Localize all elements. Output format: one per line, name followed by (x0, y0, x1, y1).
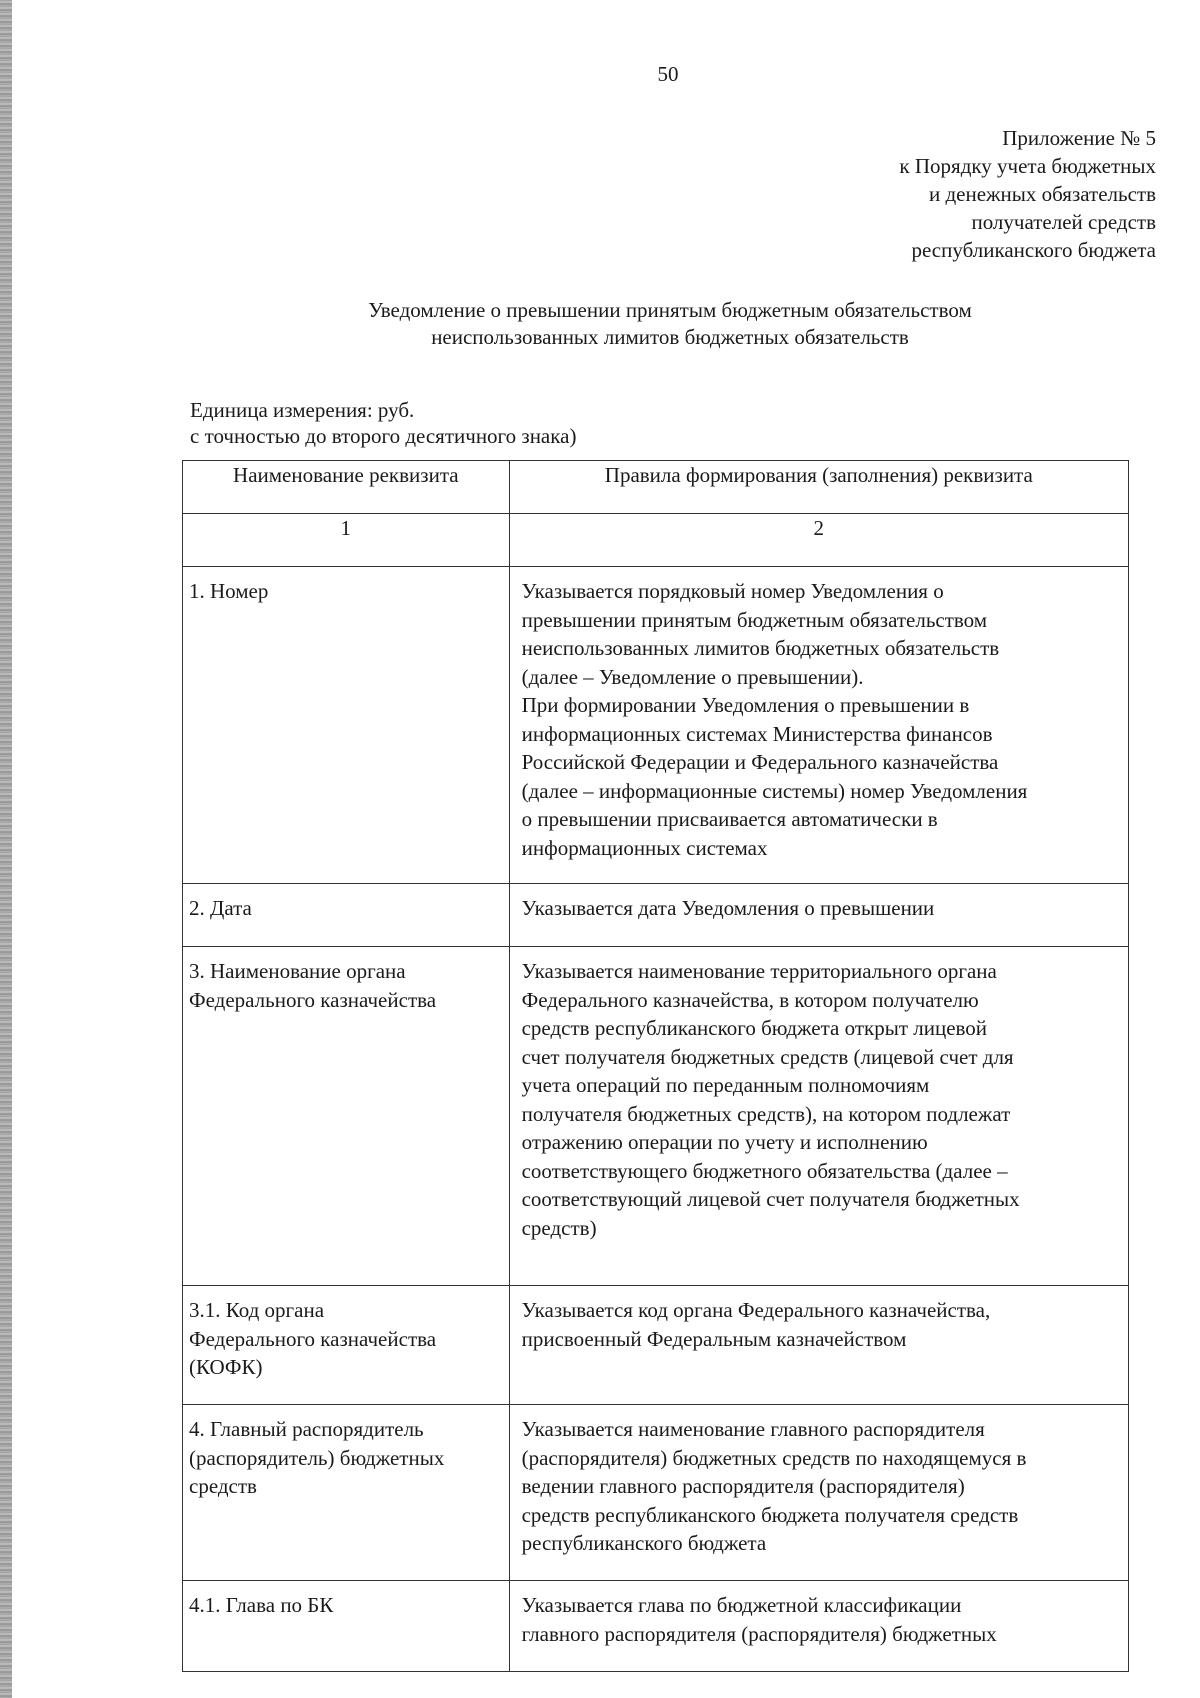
unit-line: с точностью до второго десятичного знака) (190, 424, 577, 448)
column-number: 1 (183, 514, 510, 567)
rule-text: (распорядителя) бюджетных средств по находящемуся в (521, 1445, 1027, 1470)
requisite-name-cell (183, 1405, 510, 1581)
rule-text: главного распорядителя (распорядителя) бюджетных (521, 1621, 997, 1646)
rule-text: счет получателя бюджетных средств (лицевой счет для (521, 1044, 1014, 1069)
table-row (183, 567, 1129, 884)
requisite-name-cell (183, 1286, 510, 1405)
requisite-name: средств (189, 1474, 257, 1498)
rule-text: Указывается код органа Федерального казначейства, (521, 1298, 991, 1322)
requisite-name: Федерального казначейства (189, 1326, 437, 1351)
rule-text: соответствующий лицевой счет получателя бюджетных (521, 1187, 1020, 1211)
appendix-line: получателей средств (971, 210, 1156, 234)
requisite-name: 3.1. Код органа (189, 1298, 325, 1322)
rule-text: Указывается порядковый номер Уведомления о (521, 579, 944, 603)
rule-text: Федерального казначейства, в котором получателю (521, 987, 979, 1012)
rule-text: (далее – Уведомление о превышении). (521, 664, 864, 689)
rule-text: неиспользованных лимитов бюджетных обязательств (521, 636, 1000, 660)
requisite-rule-cell (509, 884, 1128, 947)
requisite-name-cell (183, 884, 510, 947)
table-row (183, 947, 1129, 1286)
requisite-rule-cell (509, 1405, 1128, 1581)
rule-text: соответствующего бюджетного обязательства (далее – (521, 1158, 1008, 1183)
rule-text: присвоенный Федеральным казначейством (521, 1326, 907, 1351)
document-title (250, 297, 1090, 351)
requisite-name: 4.1. Глава по БК (189, 1593, 334, 1617)
table-row (183, 1581, 1129, 1672)
table-row (183, 884, 1129, 947)
rule-text: Российской Федерации и Федерального казначейства (521, 750, 999, 774)
requisite-name-cell (183, 567, 510, 884)
appendix-line: и денежных обязательств (928, 182, 1156, 206)
requisite-rule-cell (509, 567, 1128, 884)
rule-text: получателя бюджетных средств), на котором подлежат (521, 1101, 1011, 1126)
requisites-table (182, 460, 1129, 1672)
requisite-name: Федерального казначейства (189, 987, 437, 1012)
requisite-rule-cell (509, 1286, 1128, 1405)
rule-text: информационных системах (521, 835, 768, 860)
rule-text: превышении принятым бюджетным обязательством (521, 607, 988, 632)
rule-text: Указывается глава по бюджетной классификации (521, 1593, 962, 1617)
rule-text: Указывается дата Уведомления о превышении (521, 896, 935, 920)
rule-text: Указывается наименование территориального органа (521, 959, 997, 983)
rule-text: Указывается наименование главного распорядителя (521, 1417, 985, 1441)
requisite-rule-cell (509, 947, 1128, 1286)
table-row (183, 1286, 1129, 1405)
rule-text: республиканского бюджета (521, 1531, 767, 1555)
requisite-name: (распорядитель) бюджетных (189, 1445, 445, 1470)
rule-text: средств республиканского бюджета получателя средств (521, 1502, 1019, 1527)
appendix-line: к Порядку учета бюджетных (899, 154, 1156, 178)
scan-edge (0, 0, 12, 1698)
requisite-name: (КОФК) (189, 1355, 263, 1379)
appendix-line: Приложение № 5 (1002, 126, 1156, 150)
requisite-name: 2. Дата (189, 896, 252, 920)
column-header-rule: Правила формирования (заполнения) реквизита (509, 461, 1128, 514)
rule-text: (далее – информационные системы) номер Уведомления (521, 778, 1028, 803)
requisite-name: 3. Наименование органа (189, 959, 406, 983)
requisite-name-cell (183, 1581, 510, 1672)
table-row (183, 1405, 1129, 1581)
requisite-name-cell (183, 947, 510, 1286)
column-header-name: Наименование реквизита (183, 461, 510, 514)
title-line: Уведомление о превышении принятым бюджетным обязательством (368, 298, 972, 322)
rule-text: средств) (521, 1215, 597, 1240)
column-number-row (183, 514, 1129, 567)
appendix-line: республиканского бюджета (911, 238, 1156, 262)
rule-text: ведении главного распорядителя (распорядителя) (521, 1474, 965, 1498)
page-number: 50 (657, 62, 679, 86)
title-line: неиспользованных лимитов бюджетных обязательств (431, 325, 909, 349)
column-number: 2 (509, 514, 1128, 567)
rule-text: информационных системах Министерства финансов (521, 721, 993, 746)
appendix-block (899, 124, 1156, 264)
table-header-row (183, 461, 1129, 514)
rule-text: отражению операции по учету и исполнению (521, 1130, 928, 1154)
rule-text: средств республиканского бюджета открыт лицевой (521, 1016, 988, 1040)
rule-text: учета операций по переданным полномочиям (521, 1073, 930, 1097)
requisite-name: 4. Главный распорядитель (189, 1417, 424, 1441)
unit-line: Единица измерения: руб. (190, 398, 415, 422)
unit-of-measure (190, 397, 576, 449)
rule-text: При формировании Уведомления о превышении в (521, 693, 970, 717)
requisite-rule-cell (509, 1581, 1128, 1672)
requisite-name: 1. Номер (189, 579, 269, 603)
rule-text: о превышении присваивается автоматически в (521, 807, 938, 831)
